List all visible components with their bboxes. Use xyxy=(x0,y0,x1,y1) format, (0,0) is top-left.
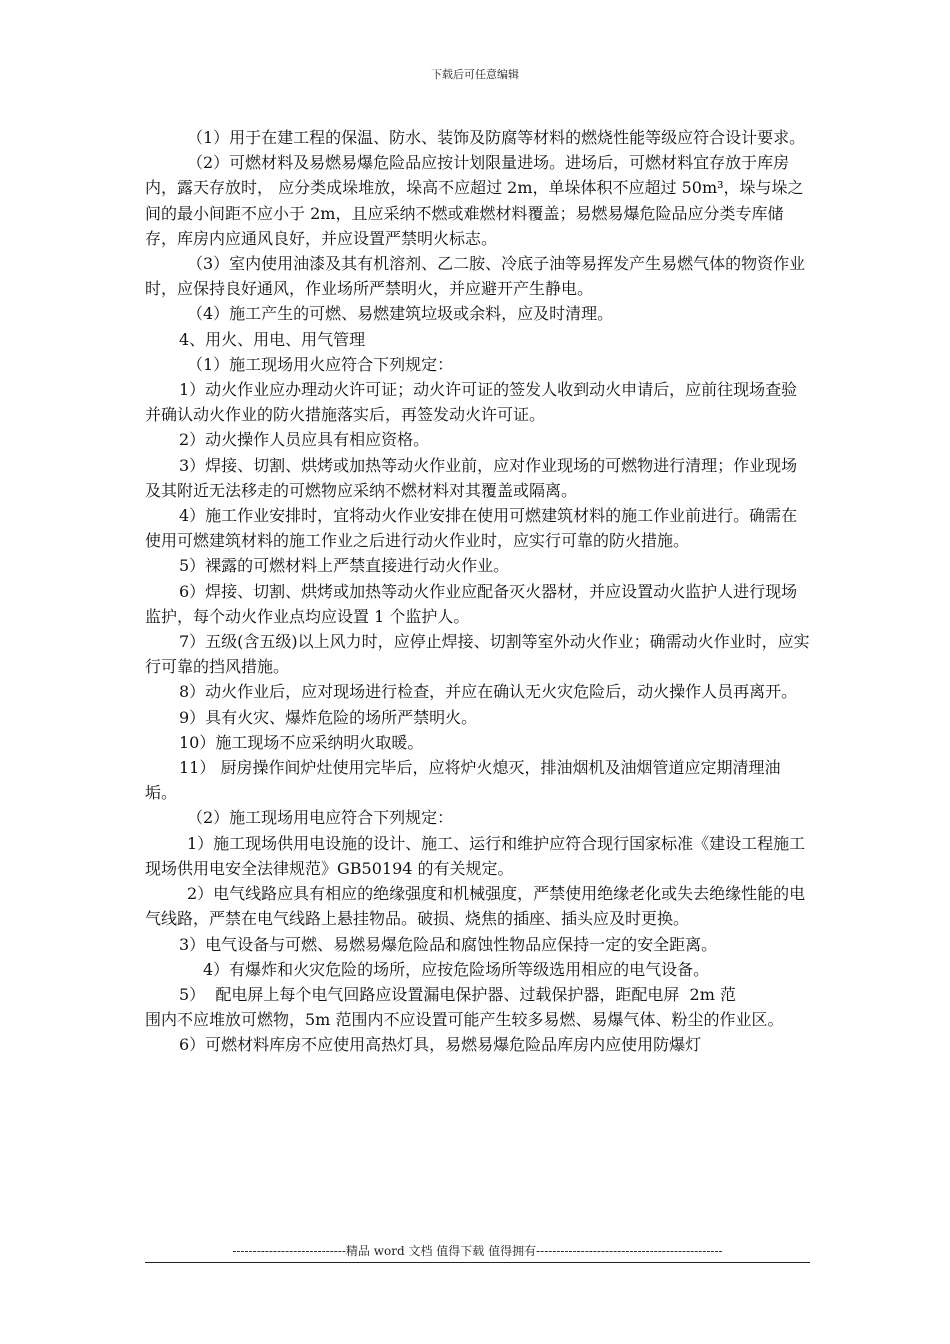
paragraph: 4）施工作业安排时，宜将动火作业安排在使用可燃建筑材料的施工作业前进行。确需在使用可燃建筑材料的施工作业之后进行动火作业时，应实行可靠的防火措施。 xyxy=(145,506,798,551)
paragraph: （1）施工现场用火应符合下列规定： xyxy=(187,354,454,374)
paragraph: 4）有爆炸和火灾危险的场所，应按危险场所等级选用相应的电气设备。 xyxy=(203,959,710,979)
paragraph: （2）可燃材料及易燃易爆危险品应按计划限量进场。进场后，可燃材料宜存放于库房内，露天存放时， 应分类成垛堆放，垛高不应超过 2m，单垛体积不应超过 50m³，垛与垛之间的最小间距不应小于 2m，且应采纳不燃或难燃材料覆盖；易燃易爆危险品应分类专库储存，库房内应通风良好，并应设置严禁明火标志。 xyxy=(145,153,804,248)
document-body xyxy=(145,125,810,1058)
paragraph: 7）五级(含五级)以上风力时，应停止焊接、切割等室外动火作业；确需动火作业时，应实行可靠的挡风措施。 xyxy=(145,632,810,677)
paragraph: 8）动火作业后，应对现场进行检查，并应在确认无火灾危险后，动火操作人员再离开。 xyxy=(179,682,798,702)
paragraph: 2）电气线路应具有相应的绝缘强度和机械强度，严禁使用绝缘老化或失去绝缘性能的电气线路，严禁在电气线路上悬挂物品。破损、烧焦的插座、插头应及时更换。 xyxy=(145,884,806,929)
paragraph: 2）动火操作人员应具有相应资格。 xyxy=(179,430,430,450)
paragraph: 10）施工现场不应采纳明火取暖。 xyxy=(179,732,424,752)
footer-divider xyxy=(145,1262,810,1263)
paragraph: 3）焊接、切割、烘烤或加热等动火作业前，应对作业现场的可燃物进行清理；作业现场及其附近无法移走的可燃物应采纳不燃材料对其覆盖或隔离。 xyxy=(145,455,798,500)
paragraph: （1）用于在建工程的保温、防水、装饰及防腐等材料的燃烧性能等级应符合设计要求。 xyxy=(187,128,806,147)
paragraph: 11） 厨房操作间炉灶使用完毕后，应将炉火熄灭，排油烟机及油烟管道应定期清理油垢。 xyxy=(145,758,781,803)
page-footer: ----------------------------精品 word 文档 值得下载 值得拥有---------------------------------------------- xyxy=(232,1244,723,1258)
paragraph: 围内不应堆放可燃物，5m 范围内不应设置可能产生较多易燃、易爆气体、粉尘的作业区。 xyxy=(145,1010,784,1030)
page-header: 下载后可任意编辑 xyxy=(431,68,519,81)
paragraph: 3）电气设备与可燃、易燃易爆危险品和腐蚀性物品应保持一定的安全距离。 xyxy=(179,934,718,954)
paragraph: 9）具有火灾、爆炸危险的场所严禁明火。 xyxy=(179,707,478,727)
paragraph: （2）施工现场用电应符合下列规定： xyxy=(187,808,454,828)
paragraph: 5）裸露的可燃材料上严禁直接进行动火作业。 xyxy=(179,556,510,576)
paragraph: （4）施工产生的可燃、易燃建筑垃圾或余料，应及时清理。 xyxy=(187,304,614,324)
section-heading: 4、用火、用电、用气管理 xyxy=(179,329,366,349)
paragraph: 6）焊接、切割、烘烤或加热等动火作业应配备灭火器材，并应设置动火监护人进行现场监护，每个动火作业点均应设置 1 个监护人。 xyxy=(145,581,798,626)
paragraph: 6）可燃材料库房不应使用高热灯具，易燃易爆危险品库房内应使用防爆灯 xyxy=(179,1035,702,1055)
paragraph: 5） 配电屏上每个电气回路应设置漏电保护器、过载保护器，距配电屏 2m 范 xyxy=(179,984,736,1004)
paragraph: 1）动火作业应办理动火许可证；动火许可证的签发人收到动火申请后，应前往现场查验并确认动火作业的防火措施落实后，再签发动火许可证。 xyxy=(145,380,798,425)
paragraph: （3）室内使用油漆及其有机溶剂、乙二胺、冷底子油等易挥发产生易燃气体的物资作业时，应保持良好通风，作业场所严禁明火，并应避开产生静电。 xyxy=(145,254,806,299)
paragraph: 1）施工现场供用电设施的设计、施工、运行和维护应符合现行国家标准《建设工程施工现场供用电安全法律规范》GB50194 的有关规定。 xyxy=(145,833,806,878)
